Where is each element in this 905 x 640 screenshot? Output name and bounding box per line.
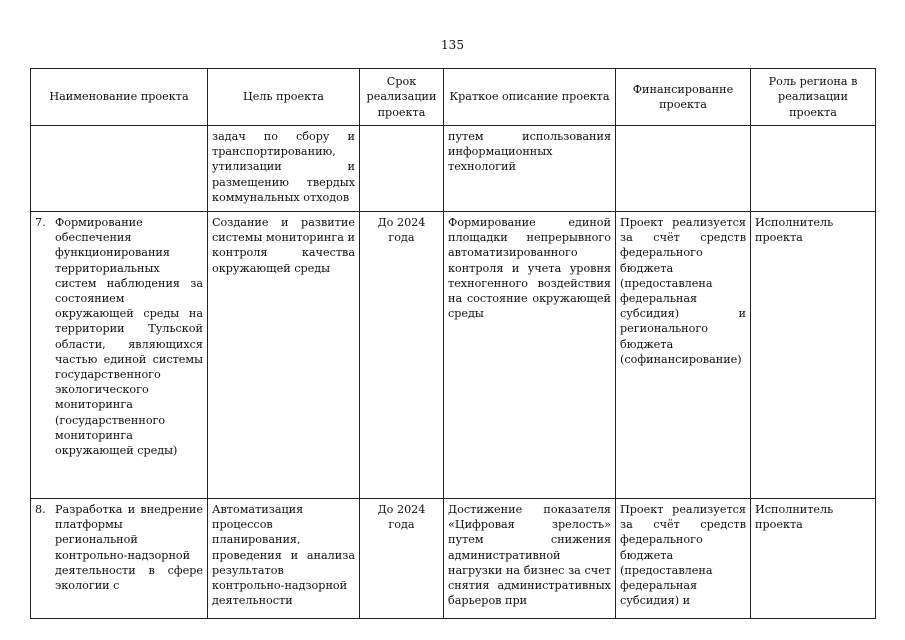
cell-term-empty xyxy=(360,126,444,212)
cell-goal: Создание и развитие системы мониторинга и контроля качества окружающей среды xyxy=(208,212,360,499)
cell-financing-empty xyxy=(616,126,751,212)
table-row-continuation xyxy=(31,126,876,212)
project-name: Формирование обеспечения функционирования территориальных систем наблюдения за состоянием окружающей среды на территории Тульской области, являющихся частью единой системы государственного экологического мониторинга (государственного мониторинга окружающей среды) xyxy=(55,216,203,458)
table-row xyxy=(31,212,876,499)
header-name: Наименование проекта xyxy=(31,69,208,126)
header-term: Срок реализации проекта xyxy=(360,69,444,126)
header-goal: Цель проекта xyxy=(208,69,360,126)
cell-description: Достижение показателя «Цифровая зрелость» путем снижения административной нагрузки на бизнес за счет снятия административных барьеров при xyxy=(444,499,616,619)
header-financing: Финансированне проекта xyxy=(616,69,751,126)
cell-term: До 2024 года xyxy=(360,499,444,619)
cell-description: Формирование единой площадки непрерывного автоматизированного контроля и учета уровня техногенного воздействия на состояние окружающей среды xyxy=(444,212,616,499)
page-number: 135 xyxy=(441,38,464,52)
cell-goal: Автоматизация процессов планирования, проведения и анализа результатов контрольно-надзорной деятельности xyxy=(208,499,360,619)
cell-name xyxy=(31,212,208,499)
cell-name-empty xyxy=(31,126,208,212)
cell-role: Исполнитель проекта xyxy=(751,212,876,499)
project-name: Разработка и внедрение платформы региональной контрольно-надзорной деятельности в сфере экологии с xyxy=(55,503,203,593)
row-number: 7. xyxy=(35,216,46,229)
cell-goal: задач по сбору и транспортированию, утилизации и размещению твердых коммунальных отходов xyxy=(208,126,360,212)
header-role: Роль региона в реализации проекта xyxy=(751,69,876,126)
cell-role-empty xyxy=(751,126,876,212)
cell-financing: Проект реализуется за счёт средств федерального бюджета (предоставлена федеральная субсидия) и регионального бюджета (софинансирование) xyxy=(616,212,751,499)
cell-description: путем использования информационных технологий xyxy=(444,126,616,212)
header-description: Краткое описание проекта xyxy=(444,69,616,126)
table-header-row xyxy=(31,69,876,126)
cell-role: Исполнитель проекта xyxy=(751,499,876,619)
cell-financing: Проект реализуется за счёт средств федерального бюджета (предоставлена федеральная субсидия) и xyxy=(616,499,751,619)
row-number: 8. xyxy=(35,503,46,516)
table-row xyxy=(31,499,876,619)
projects-table xyxy=(30,68,876,619)
cell-term: До 2024 года xyxy=(360,212,444,499)
cell-name xyxy=(31,499,208,619)
